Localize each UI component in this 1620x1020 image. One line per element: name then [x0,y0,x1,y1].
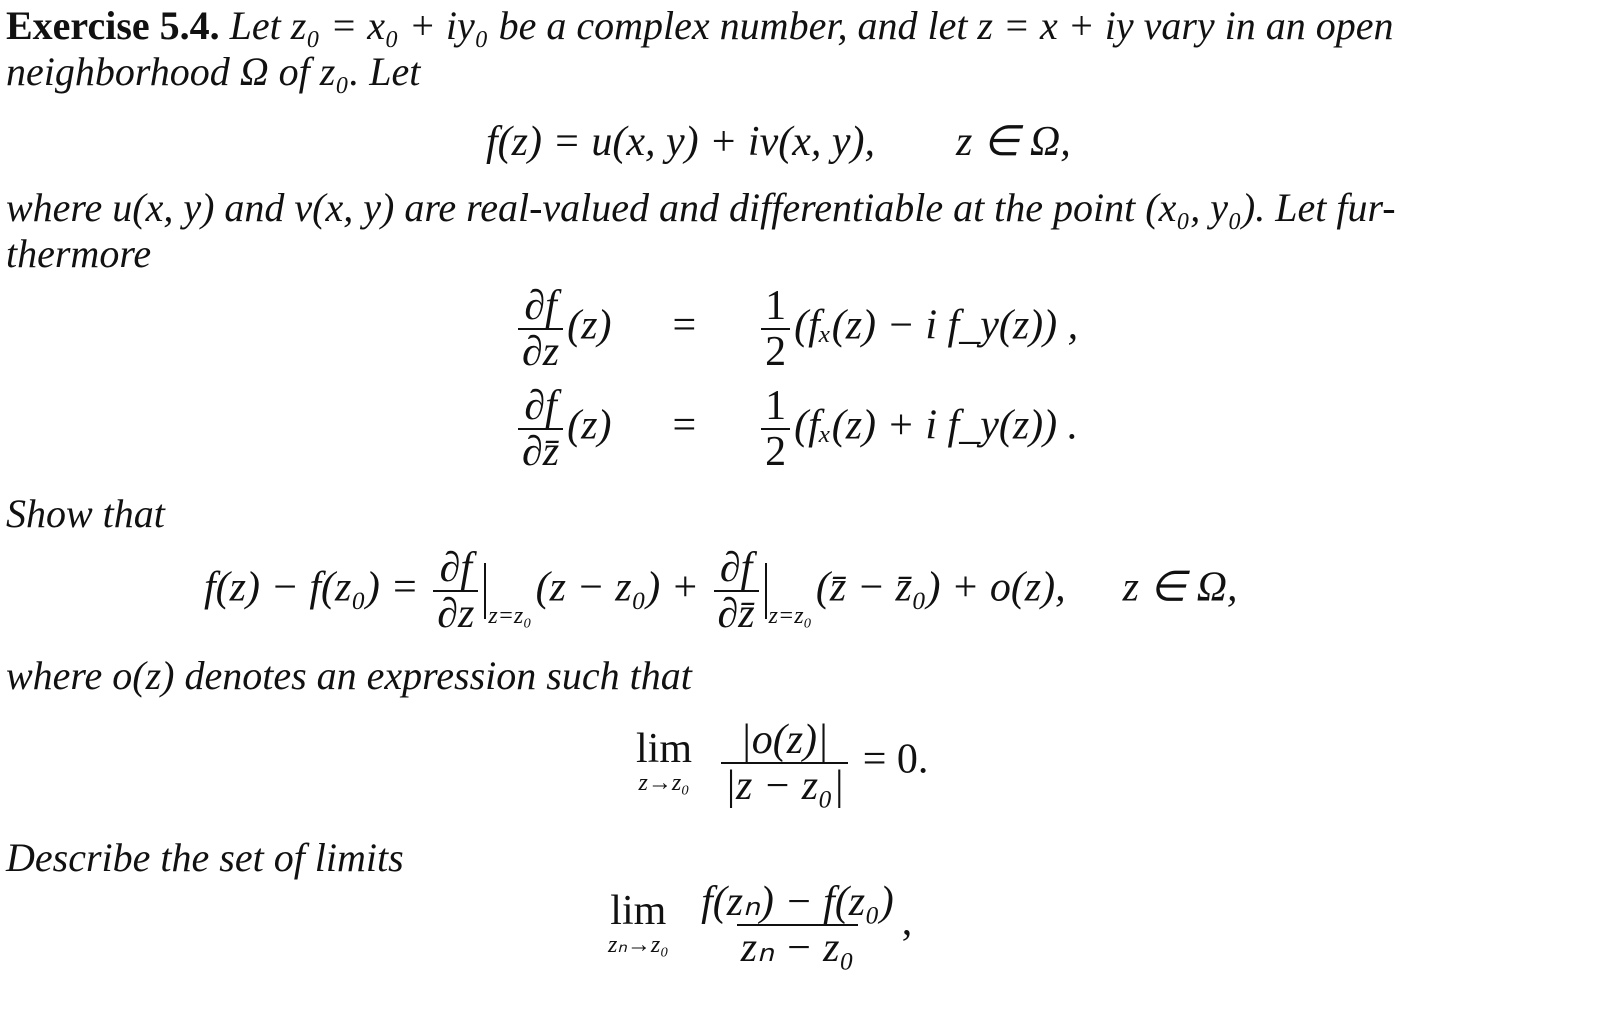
ratio-numerator: |o(z)| [740,717,829,763]
lhs-argument: (z) [567,402,612,449]
expansion-lhs: f(z) − f(z₀) = [204,564,419,611]
partial-numerator: ∂f [524,383,557,429]
evaluation-subscript: z=z₀ [768,602,812,629]
limit-subscript: zₙ→z₀ [608,932,669,958]
term-z: (z − z₀) + [535,564,700,611]
rhs-expression: (fₓ(z) + i f_y(z)) . [794,402,1079,449]
paragraph-line-3: where u(x, y) and v(x, y) are real-valued and differentiable at the point (x₀, y₀). Let fur- [6,185,1396,230]
equation-little-o [636,718,928,808]
paragraph-line-2: neighborhood Ω of z₀. Let [6,49,421,94]
ratio-denominator: |z − z₀| [721,762,849,808]
expansion-domain: z ∈ Ω, [1122,564,1238,611]
partial-numerator: ∂f [439,545,473,591]
lhs-argument: (z) [567,302,612,349]
equation-definition-body: f(z) = u(x, y) + iv(x, y), [486,119,875,165]
limit-operator [636,726,693,797]
paragraph-line-6: Describe the set of limits [6,835,404,880]
intro-text: Let z₀ = x₀ + iy₀ be a complex number, and let z = x + iy vary in an open [229,3,1394,48]
evaluation-subscript: z=z₀ [488,602,532,629]
partial-denominator: ∂z [433,590,478,636]
partial-numerator: ∂f [524,283,557,329]
evaluation-bar [765,563,767,619]
half-numerator: 1 [765,283,787,329]
equation-wirtinger-z [514,284,1078,374]
half-fraction [761,384,790,474]
partial-fraction-zbar [714,546,759,636]
partial-numerator: ∂f [719,545,753,591]
partial-fraction-z [433,546,478,636]
paragraph-line-4: thermore [6,231,152,276]
rhs-expression: (fₓ(z) − i f_y(z)) , [794,302,1079,349]
equals-sign: = [672,302,697,349]
partial-denominator: ∂z [518,328,563,374]
quotient-numerator: f(zₙ) − f(z₀) [701,879,894,925]
trailing-comma: , [901,898,913,945]
partial-denominator: ∂z̄ [714,590,759,636]
limit-label: lim [636,726,693,772]
equation-definition-domain: z ∈ Ω, [956,119,1071,165]
equation-expansion [204,546,1237,636]
quotient-fraction [697,880,898,970]
equals-sign: = [672,402,697,449]
half-denominator: 2 [761,328,790,374]
half-denominator: 2 [761,428,790,474]
limit-subscript: z→z₀ [638,770,690,796]
paragraph-line-5: where o(z) denotes an expression such that [6,653,692,698]
half-numerator: 1 [765,383,787,429]
equation-wirtinger-zbar [514,384,1078,474]
partial-fraction-z [518,284,563,374]
quotient-denominator: zₙ − z₀ [737,924,858,970]
partial-denominator: ∂z̄ [518,428,563,474]
limit-label: lim [610,888,667,934]
partial-fraction-zbar [518,384,563,474]
term-zbar: (z̄ − z̄₀) + o(z), [815,564,1066,611]
equation-difference-quotient [608,880,912,970]
limit-operator [608,888,669,959]
paragraph-line-1 [6,2,1610,50]
exercise-label: Exercise 5.4. [6,3,220,48]
evaluation-bar [484,563,486,619]
paragraph-show-that: Show that [6,491,165,536]
ratio-fraction [721,718,849,808]
half-fraction [761,284,790,374]
limit-result: = 0. [862,736,929,783]
equation-definition [486,118,1071,166]
